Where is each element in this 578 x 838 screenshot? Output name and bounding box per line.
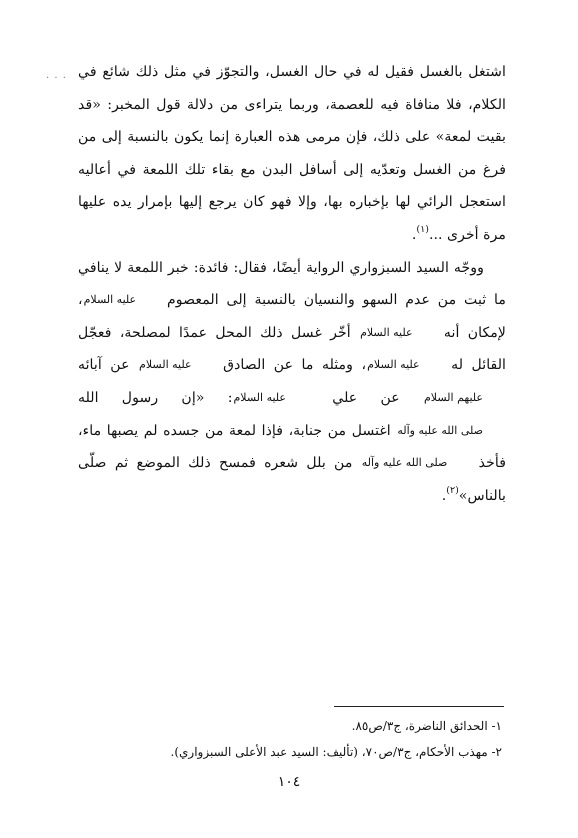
honorific-mark-alayhi: عليه السلام: [360, 325, 413, 339]
paragraph-2-text-8: اغتسل من جنابة، فإذا لمعة من جسده لم يصبها ماء، فأخذ: [78, 422, 506, 472]
paragraph-2-text-6: عن علي: [332, 389, 423, 406]
paragraph-2-text-9: من بلل شعره فمسح ذلك الموضع ثم صلّى بالناس»: [78, 455, 506, 504]
honorific-mark-alayhim: عليهم السلام: [423, 390, 483, 404]
footnote-1: ١- الحدائق الناضرة، ج٣/ص٨٥.: [351, 719, 502, 733]
footnote-divider: [334, 706, 504, 707]
honorific-mark-alayhi: عليه السلام: [83, 293, 137, 307]
honorific-mark-salla: صلى الله عليه وآله: [397, 423, 483, 437]
paragraph-2-text-4: ، ومثله ما عن الصادق: [223, 357, 367, 374]
honorific-mark-alayhi: عليه السلام: [139, 358, 192, 372]
footnotes: [72, 713, 502, 765]
footnote-ref-1: (١): [416, 223, 429, 235]
paragraph-2: [78, 252, 506, 513]
paragraph-1: اشتغل بالغسل فقيل له في حال الغسل، والتجوّز في مثل ذلك شائع في الكلام، فلا منافاة فيه للعصمة، وربما يتراءى من دلالة قول المخبر: «قد بقيت لمعة» على ذلك، فإن مرمى هذه العبارة إنما يكون بالنسبة إلى من فرغ من الغسل وتعدّيه إلى أسافل البدن مع بقاء تلك اللمعة في أعاليه استعجل الرائي لها بإخباره بها، وإلا فهو كان يرجع إليها بإمرار يده عليها مرة أخرى ...$^{(١)}$.: [78, 64, 506, 243]
paragraph-1-text: اشتغل بالغسل فقيل له في حال الغسل، والتجوّز في مثل ذلك شائع في الكلام، فلا منافاة فيه للعصمة، وربما يتراءى من دلالة قول المخبر: «قد بقيت لمعة» على ذلك، فإن مرمى هذه العبارة إنما يكون بالنسبة إلى من فرغ من الغسل وتعدّيه إلى أسافل البدن مع بقاء تلك اللمعة في أعاليه استعجل الرائي لها بإخباره بها، وإلا فهو كان يرجع إليها بإمرار يده عليها مرة أخرى ...: [78, 64, 506, 243]
paragraph-2-text-5: عن آبائه: [78, 357, 139, 374]
margin-dots: . . .: [46, 70, 67, 81]
paragraph-2-end: .: [441, 487, 447, 504]
footnote-2: ٢- مهذب الأحكام، ج٣/ص٧٠، (تأليف: السيد عبد الأعلى السبزواري).: [170, 745, 502, 759]
honorific-mark-salla: صلى الله عليه وآله: [361, 456, 448, 470]
page-number: ١٠٤: [277, 774, 301, 790]
paragraph-2-text-3: أخّر غسل ذلك المحل عمدًا لمصلحة، فعجّل القائل له: [78, 324, 506, 374]
honorific-mark-alayhi: عليه السلام: [367, 358, 420, 372]
honorific-mark-alayhi: عليه السلام: [233, 390, 286, 404]
paragraph-2-text-7: : «إن رسول الله: [78, 389, 233, 406]
main-text: [78, 56, 506, 512]
paragraph-2-text-1: ووجّه السيد السبزواري الرواية أيضًا، فقال: فائدة: خبر اللمعة لا ينافي ما ثبت من عدم السهو والنسيان بالنسبة إلى المعصوم: [78, 259, 506, 309]
paragraph-2-text-2: ، لإمكان أنه: [78, 292, 506, 341]
footnote-ref-2: (٢): [446, 484, 459, 496]
